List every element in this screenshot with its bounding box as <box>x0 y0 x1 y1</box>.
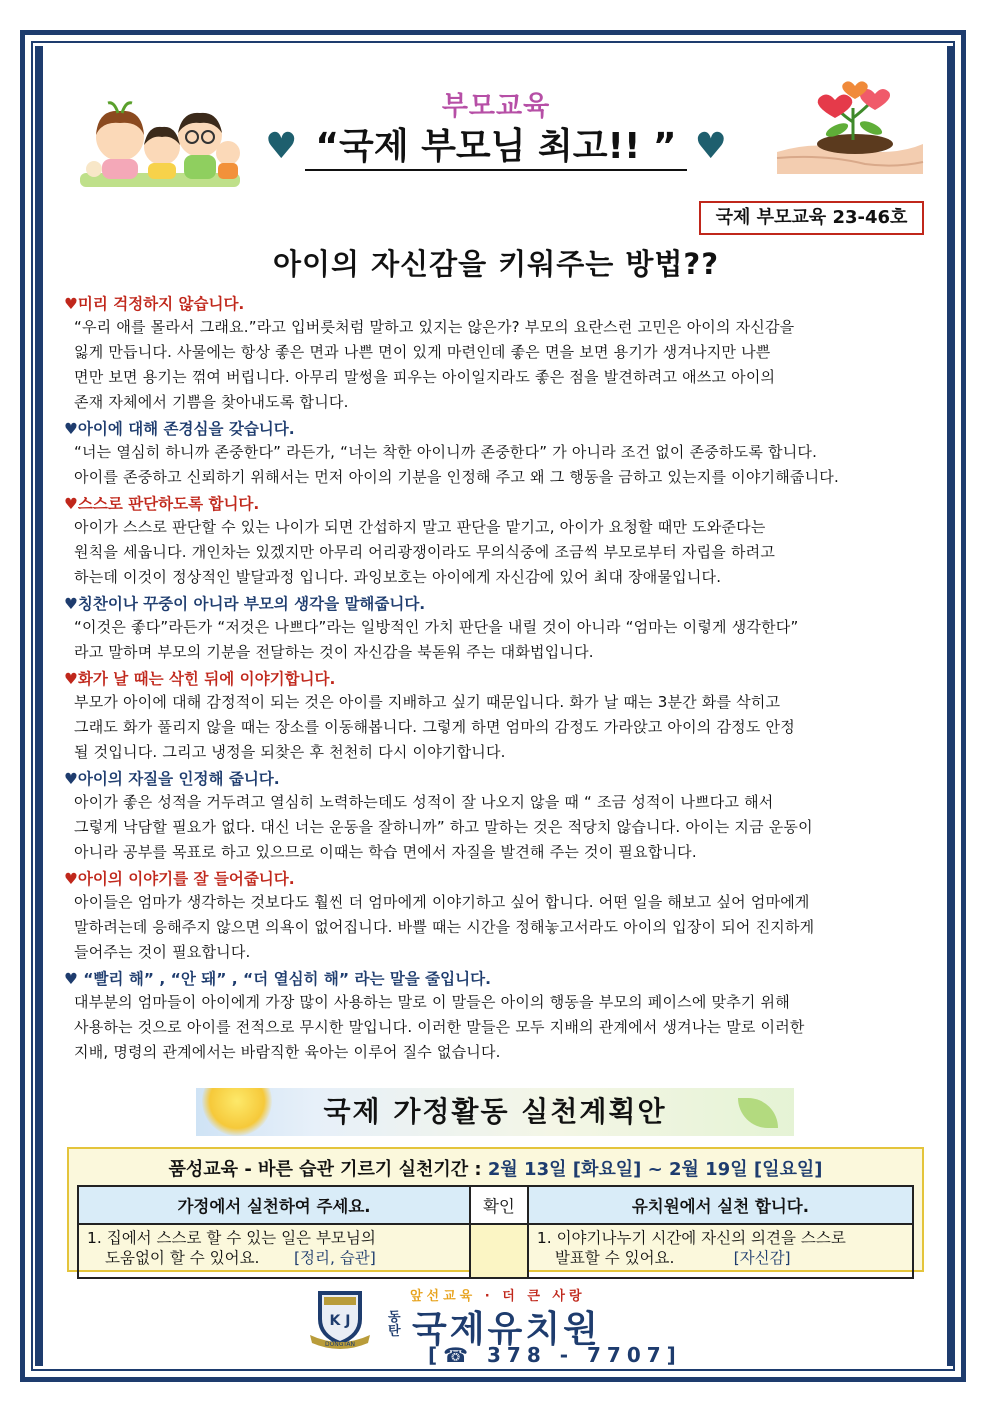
home-item-tag: [정리, 습관] <box>293 1249 376 1267</box>
sun-icon <box>202 1088 272 1136</box>
section-paragraph <box>64 440 930 490</box>
paragraph-line: 사용하는 것으로 아이를 전적으로 무시한 말입니다. 이러한 말들은 모두 지배의 관계에서 생겨나는 말로 이러한 <box>74 1018 805 1036</box>
paragraph-line: 잃게 만듭니다. 사물에는 항상 좋은 면과 나쁜 면이 있게 마련인데 좋은 면을 보면 용기가 생겨나지만 나쁜 <box>74 343 771 361</box>
paragraph-line: 존재 자체에서 기쁨을 찾아내도록 합니다. <box>74 393 349 411</box>
paragraph-line: 그래도 화가 풀리지 않을 때는 장소를 이동해봅니다. 그렇게 하면 엄마의 감정도 가라앉고 아이의 감정도 안정 <box>74 718 795 736</box>
section-paragraph <box>64 690 930 765</box>
check-cell[interactable] <box>470 1224 528 1278</box>
section-7 <box>64 868 930 965</box>
paragraph-line: 그렇게 낙담할 필요가 없다. 대신 너는 운동을 잘하니까” 하고 말하는 것은 적당치 않습니다. 아이는 지금 운동이 <box>74 818 813 836</box>
kinder-item-tag: [자신감] <box>733 1249 791 1267</box>
home-item-text: 도움없이 할 수 있어요. <box>105 1249 260 1267</box>
practice-plan-banner <box>196 1088 794 1136</box>
period-label: 품성교육 - 바른 습관 기르기 실천기간 : <box>168 1159 488 1180</box>
emblem-ribbon-text: DONGTAN <box>324 1341 356 1348</box>
kinder-item-line-2 <box>537 1248 904 1268</box>
paragraph-line: “우리 애를 몰라서 그래요.”라고 입버릇처럼 말하고 있지는 않은가? 부모의 요란스런 고민은 아이의 자신감을 <box>74 318 795 336</box>
paragraph-line: “너는 열심히 하니까 존중한다” 라든가, “너는 착한 아이니까 존중한다” 가 아니라 조건 없이 존중하도록 합니다. <box>74 443 818 461</box>
school-phone: [☎ 378 - 7707] <box>428 1343 682 1367</box>
paragraph-line: 들어주는 것이 필요합니다. <box>74 943 251 961</box>
period-dates: 2월 13일 [화요일] ~ 2월 19일 [일요일] <box>487 1159 823 1180</box>
section-paragraph <box>64 990 930 1065</box>
section-2 <box>64 418 930 490</box>
paragraph-line: 면만 보면 용기는 꺾여 버립니다. 아무리 말썽을 피우는 아이일지라도 좋은 점을 발견하려고 애쓰고 아이의 <box>74 368 776 386</box>
col-home-header: 가정에서 실천하여 주세요. <box>78 1186 470 1224</box>
kinder-practice-cell <box>528 1224 913 1278</box>
paragraph-line: 하는데 이것이 정상적인 발달과정 입니다. 과잉보호는 아이에게 자신감에 있어 최대 장애물입니다. <box>74 568 722 586</box>
section-paragraph <box>64 615 930 665</box>
kinder-item-line-1: 1. 이야기나누기 시간에 자신의 의견을 스스로 <box>536 1229 846 1247</box>
header-subtitle: 부모교육 <box>441 91 551 122</box>
paragraph-line: “이것은 좋다”라든가 “저것은 나쁘다”라는 일방적인 가치 판단을 내릴 것이 아니라 “엄마는 이렇게 생각한다” <box>74 618 799 636</box>
section-4 <box>64 593 930 665</box>
heart-left-icon: ♥ <box>265 126 298 167</box>
section-heading: ♥ “빨리 해” , “안 돼” , “더 열심히 해” 라는 말을 줄입니다. <box>64 970 491 988</box>
practice-plan-title: 국제 가정활동 실천계획안 <box>323 1095 667 1128</box>
emblem-letters: K J <box>329 1313 351 1329</box>
kinder-item-text: 발표할 수 있어요. <box>554 1249 675 1267</box>
col-check-header: 확인 <box>470 1186 528 1224</box>
leaf-icon <box>738 1098 778 1128</box>
heart-right-icon: ♥ <box>694 126 727 167</box>
home-item-line-1: 1. 집에서 스스로 할 수 있는 일은 부모님의 <box>87 1229 376 1247</box>
slogan-part-1: 앞선교육 <box>410 1289 477 1304</box>
section-paragraph <box>64 315 930 415</box>
issue-number-box: 국제 부모교육 23-46호 <box>699 201 924 235</box>
section-heading: ♥미리 걱정하지 않습니다. <box>64 295 245 313</box>
section-paragraph <box>64 790 930 865</box>
paragraph-line: 아이를 존중하고 신뢰하기 위해서는 먼저 아이의 기분을 인정해 주고 왜 그 행동을 금하고 있는지를 이야기해줍니다. <box>74 468 839 486</box>
paragraph-line: 될 것입니다. 그리고 냉정을 되찾은 후 천천히 다시 이야기합니다. <box>74 743 506 761</box>
article-content <box>64 290 930 1065</box>
paragraph-line: 원칙을 세웁니다. 개인차는 있겠지만 아무리 어리광쟁이라도 무의식중에 조금씩 부모로부터 자립을 하려고 <box>74 543 776 561</box>
slogan-separator: · <box>476 1289 503 1304</box>
paragraph-line: 라고 말하며 부모의 기분을 전달하는 것이 자신감을 북돋워 주는 대화법입니다. <box>74 643 594 661</box>
practice-plan-box <box>67 1147 924 1272</box>
school-prefix: 동탄 <box>388 1310 401 1339</box>
practice-period <box>69 1155 922 1181</box>
paragraph-line: 아이가 스스로 판단할 수 있는 나이가 되면 간섭하지 말고 판단을 맡기고, 아이가 요청할 때만 도와준다는 <box>74 518 766 536</box>
header-title <box>0 118 992 171</box>
section-heading: ♥화가 날 때는 삭힌 뒤에 이야기합니다. <box>64 670 336 688</box>
section-8 <box>64 968 930 1065</box>
home-practice-cell <box>78 1224 470 1278</box>
section-paragraph <box>64 515 930 590</box>
section-heading: ♥아이의 자질을 인정해 줍니다. <box>64 770 280 788</box>
slogan-part-2: 더 큰 사랑 <box>502 1289 586 1304</box>
paragraph-line: 부모가 아이에 대해 감정적이 되는 것은 아이를 지배하고 싶기 때문입니다. 화가 날 때는 3분간 화를 삭히고 <box>74 693 781 711</box>
table-header-row <box>78 1186 913 1224</box>
school-name: 국제유치원 <box>412 1309 601 1350</box>
paragraph-line: 아이가 좋은 성적을 거두려고 열심히 노력하는데도 성적이 잘 나오지 않을 때 “ 조금 성적이 나쁘다고 해서 <box>74 793 774 811</box>
table-row <box>78 1224 913 1278</box>
section-heading: ♥아이에 대해 존경심을 갖습니다. <box>64 420 295 438</box>
home-item-line-2 <box>87 1248 461 1268</box>
col-kinder-header: 유치원에서 실천 합니다. <box>528 1186 913 1224</box>
school-emblem-icon <box>308 1285 372 1349</box>
main-title: 아이의 자신감을 키워주는 방법?? <box>272 247 720 281</box>
section-heading: ♥아이의 이야기를 잘 들어줍니다. <box>64 870 295 888</box>
section-5 <box>64 668 930 765</box>
practice-table <box>77 1185 914 1279</box>
paragraph-line: 지배, 명령의 관계에서는 바람직한 육아는 이루어 질수 없습니다. <box>74 1043 501 1061</box>
paragraph-line: 아이들은 엄마가 생각하는 것보다도 훨씬 더 엄마에게 이야기하고 싶어 합니다. 어떤 일을 해보고 싶어 엄마에게 <box>74 893 810 911</box>
school-footer <box>300 1285 720 1365</box>
section-paragraph <box>64 890 930 965</box>
section-heading: ♥칭찬이나 꾸중이 아니라 부모의 생각을 말해줍니다. <box>64 595 426 613</box>
header-title-text: “국제 부모님 최고!! ” <box>305 118 686 171</box>
section-3 <box>64 493 930 590</box>
paragraph-line: 말하려는데 응해주지 않으면 의욕이 없어집니다. 바쁠 때는 시간을 정해놓고서라도 아이의 입장이 되어 진지하게 <box>74 918 815 936</box>
section-1 <box>64 293 930 415</box>
paragraph-line: 대부분의 엄마들이 아이에게 가장 많이 사용하는 말로 이 말들은 아이의 행동을 부모의 페이스에 맞추기 위해 <box>74 993 790 1011</box>
paragraph-line: 아니라 공부를 목표로 하고 있으므로 이때는 학습 면에서 자질을 발견해 주는 것이 필요합니다. <box>74 843 697 861</box>
section-6 <box>64 768 930 865</box>
section-heading: ♥스스로 판단하도록 합니다. <box>64 495 260 513</box>
